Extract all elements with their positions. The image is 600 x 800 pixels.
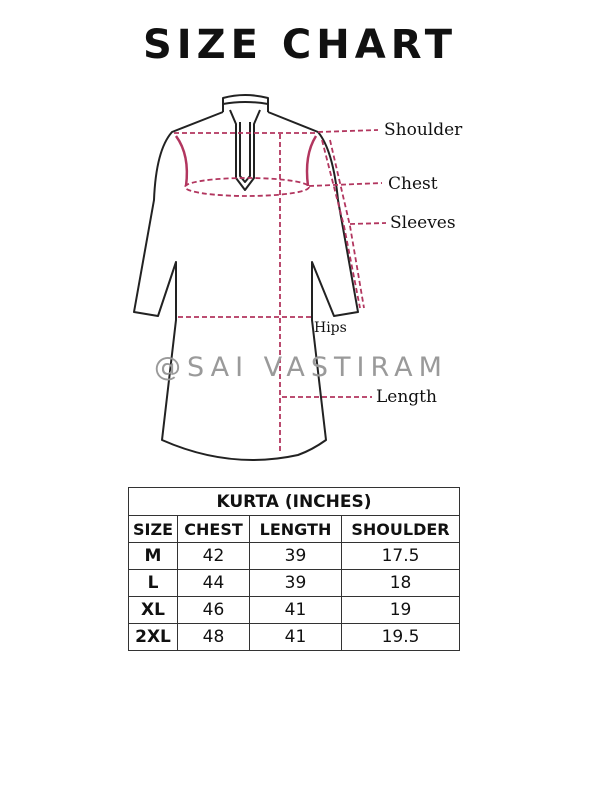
cell-length: 41 bbox=[250, 624, 342, 651]
table-row bbox=[129, 543, 460, 570]
watermark: @SAI VASTIRAM bbox=[154, 352, 448, 383]
cell-size: 2XL bbox=[129, 624, 178, 651]
label-sleeves: Sleeves bbox=[390, 213, 456, 233]
label-hips: Hips bbox=[314, 320, 347, 336]
header-shoulder: SHOULDER bbox=[342, 516, 460, 543]
header-size: SIZE bbox=[129, 516, 178, 543]
cell-shoulder: 19 bbox=[342, 597, 460, 624]
cell-size: M bbox=[129, 543, 178, 570]
table-header-row bbox=[129, 516, 460, 543]
cell-chest: 48 bbox=[178, 624, 250, 651]
cell-length: 39 bbox=[250, 570, 342, 597]
label-chest: Chest bbox=[388, 174, 438, 194]
cell-size: L bbox=[129, 570, 178, 597]
size-table bbox=[128, 487, 460, 651]
cell-length: 39 bbox=[250, 543, 342, 570]
shoulder-leader bbox=[318, 130, 378, 132]
cell-length: 41 bbox=[250, 597, 342, 624]
table-row bbox=[129, 570, 460, 597]
page-title: SIZE CHART bbox=[142, 22, 458, 68]
cell-size: XL bbox=[129, 597, 178, 624]
sleeves-leader bbox=[350, 223, 386, 224]
header-length: LENGTH bbox=[250, 516, 342, 543]
left-armhole bbox=[176, 136, 187, 186]
cell-shoulder: 18 bbox=[342, 570, 460, 597]
right-armhole bbox=[307, 136, 316, 186]
cell-chest: 42 bbox=[178, 543, 250, 570]
header-chest: CHEST bbox=[178, 516, 250, 543]
chest-leader bbox=[309, 183, 382, 186]
cell-chest: 46 bbox=[178, 597, 250, 624]
cell-shoulder: 17.5 bbox=[342, 543, 460, 570]
label-shoulder: Shoulder bbox=[384, 120, 463, 140]
label-length: Length bbox=[376, 387, 437, 407]
cell-shoulder: 19.5 bbox=[342, 624, 460, 651]
table-caption: KURTA (INCHES) bbox=[129, 488, 460, 516]
table-row bbox=[129, 624, 460, 651]
cell-chest: 44 bbox=[178, 570, 250, 597]
table-row bbox=[129, 597, 460, 624]
